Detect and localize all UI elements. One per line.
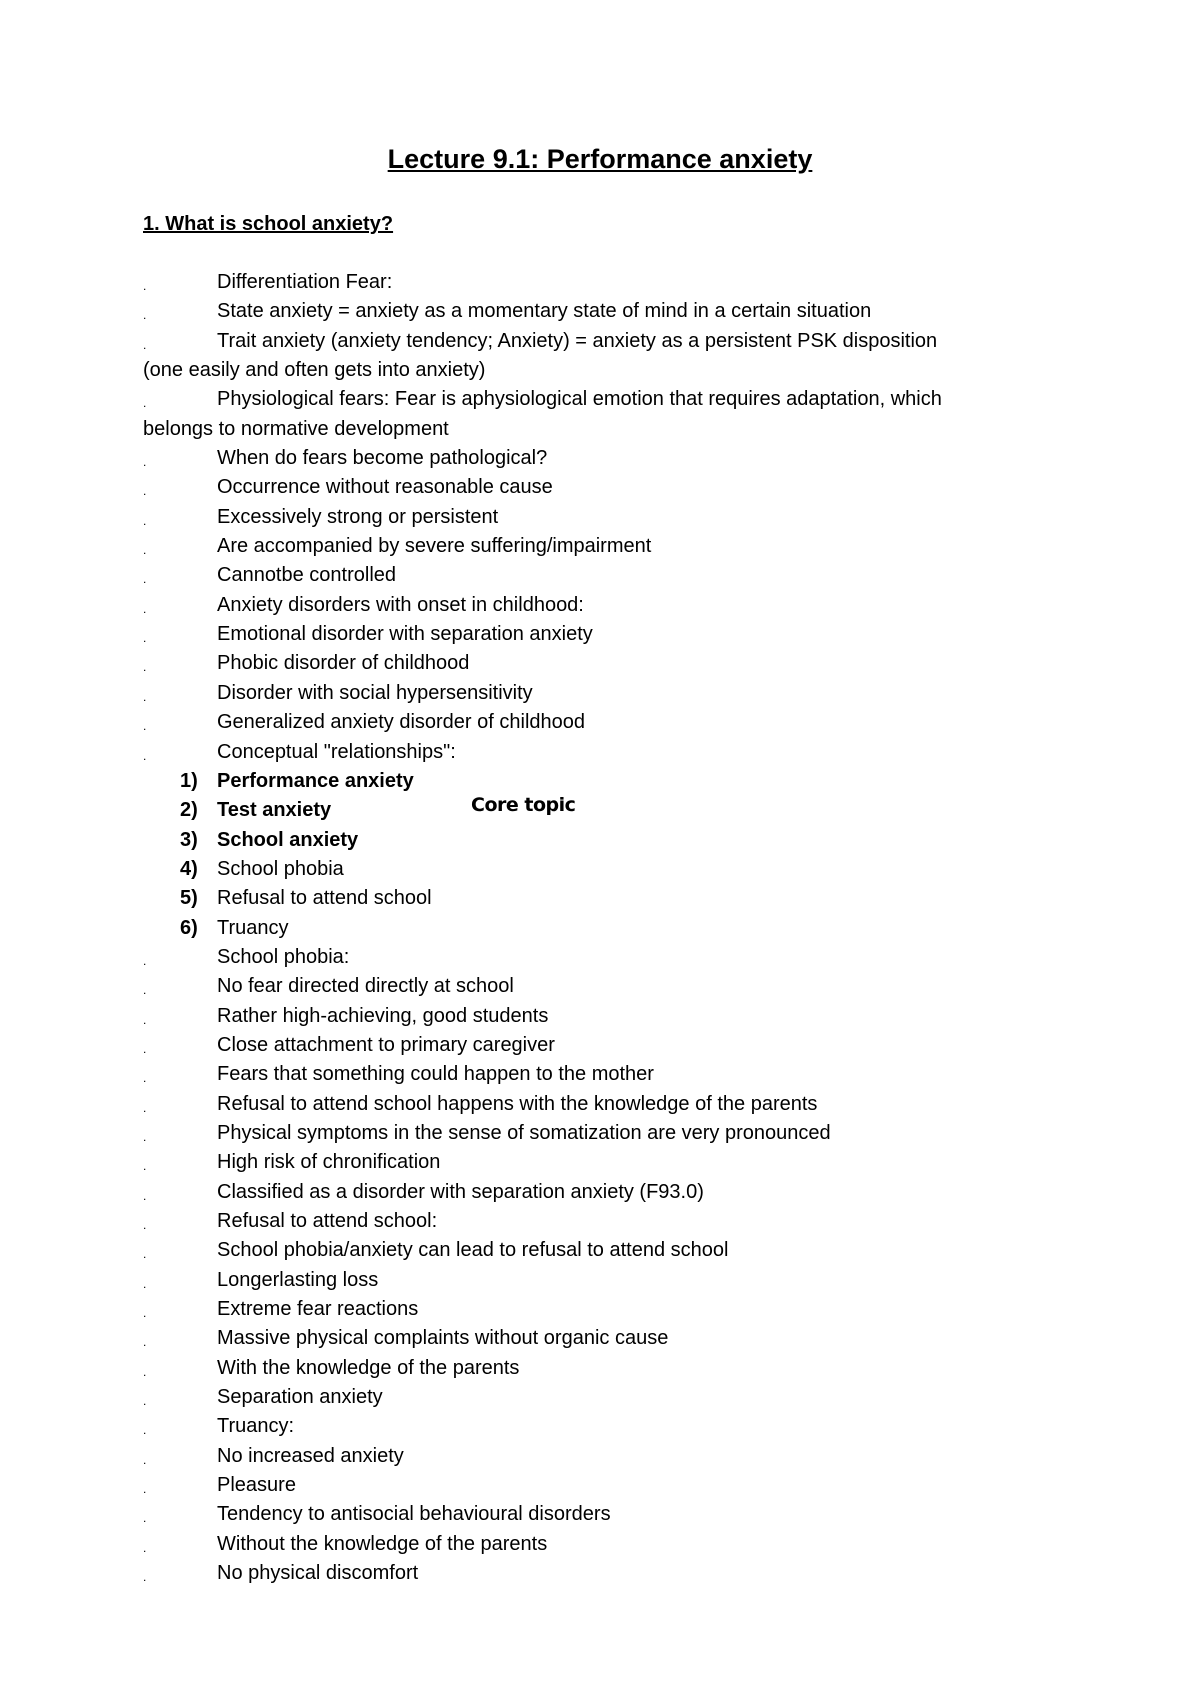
bullet-marker: . [143, 983, 147, 998]
page-title: Lecture 9.1: Performance anxiety [387, 144, 813, 174]
list-item [143, 1383, 1043, 1412]
list-item [143, 679, 1043, 708]
item-text: (one easily and often gets into anxiety) [143, 359, 486, 382]
list-item [143, 532, 1043, 561]
list-item [143, 943, 1043, 972]
item-number: 1) [180, 769, 198, 792]
list-item [143, 972, 1043, 1001]
continuation-line [143, 415, 1043, 444]
list-item [143, 1471, 1043, 1500]
item-text: Anxiety disorders with onset in childhood: [217, 593, 584, 616]
item-text: School phobia [217, 857, 344, 880]
numbered-item [143, 767, 1043, 796]
item-text: belongs to normative development [143, 417, 449, 440]
item-text: Are accompanied by severe suffering/impairment [217, 535, 652, 558]
item-text: Phobic disorder of childhood [217, 652, 470, 675]
list-item [143, 503, 1043, 532]
bullet-marker: . [143, 1306, 147, 1321]
item-text: Emotional disorder with separation anxiety [217, 623, 593, 646]
item-text: With the knowledge of the parents [217, 1356, 520, 1379]
item-number: 4) [180, 857, 198, 880]
bullet-marker: . [143, 1188, 147, 1203]
item-text: Physiological fears: Fear is aphysiological emotion that requires adaptation, which [217, 388, 942, 411]
item-text: Physical symptoms in the sense of somatization are very pronounced [217, 1121, 831, 1144]
bullet-marker: . [143, 1012, 147, 1027]
item-number: 6) [180, 916, 198, 939]
bullet-marker: . [143, 1129, 147, 1144]
list-item [143, 297, 1043, 326]
item-number: 5) [180, 887, 198, 910]
item-text: State anxiety = anxiety as a momentary state of mind in a certain situation [217, 300, 872, 323]
section-heading: 1. What is school anxiety? [143, 213, 394, 235]
item-text: Truancy [217, 916, 289, 939]
item-text: Longerlasting loss [217, 1268, 379, 1291]
item-text: When do fears become pathological? [217, 447, 548, 470]
bullet-marker: . [143, 631, 147, 646]
bullet-marker: . [143, 279, 147, 293]
list-item [143, 473, 1043, 502]
list-item [143, 1266, 1043, 1295]
item-text: Rather high-achieving, good students [217, 1004, 549, 1027]
list-item [143, 708, 1043, 737]
item-text: No fear directed directly at school [217, 975, 514, 998]
item-text: Separation anxiety [217, 1386, 383, 1409]
bullet-marker: . [143, 1364, 147, 1379]
content-list [143, 268, 1043, 1588]
bullet-marker: . [143, 1071, 147, 1086]
bullet-marker: . [143, 1218, 147, 1232]
bullet-marker: . [143, 1570, 147, 1585]
list-item [143, 1207, 1043, 1236]
item-text: Massive physical complaints without organic cause [217, 1327, 669, 1350]
item-text: Performance anxiety [217, 769, 414, 792]
list-item [143, 591, 1043, 620]
bullet-marker: . [143, 1540, 147, 1555]
list-item [143, 1412, 1043, 1441]
bullet-marker: . [143, 308, 147, 323]
item-text: Refusal to attend school [217, 887, 432, 910]
bullet-marker: . [143, 601, 147, 616]
item-text: Truancy: [217, 1415, 295, 1438]
bullet-marker: . [143, 396, 147, 411]
item-text: Disorder with social hypersensitivity [217, 681, 533, 704]
list-item [143, 1148, 1043, 1177]
item-text: School phobia: [217, 945, 350, 968]
item-text: Conceptual "relationships": [217, 740, 456, 763]
list-item [143, 1178, 1043, 1207]
list-item [143, 385, 1043, 414]
numbered-item [143, 914, 1043, 943]
list-item [143, 1559, 1043, 1588]
bullet-marker: . [143, 1511, 147, 1526]
bullet-marker: . [143, 543, 147, 558]
item-text: School anxiety [217, 828, 359, 851]
list-item [143, 1500, 1043, 1529]
bullet-marker: . [143, 513, 147, 528]
bullet-marker: . [143, 1276, 147, 1291]
bullet-marker: . [143, 455, 147, 470]
numbered-item [143, 796, 1043, 825]
item-text: Close attachment to primary caregiver [217, 1033, 555, 1056]
item-text: Trait anxiety (anxiety tendency; Anxiety) = anxiety as a persistent PSK disposition [217, 329, 938, 352]
list-item [143, 1060, 1043, 1089]
bullet-marker: . [143, 1100, 147, 1115]
item-text: Occurrence without reasonable cause [217, 476, 553, 499]
bullet-marker: . [143, 953, 147, 968]
item-text: School phobia/anxiety can lead to refusal to attend school [217, 1239, 729, 1262]
item-text: Cannotbe controlled [217, 564, 397, 587]
item-text: Test anxiety [217, 799, 332, 822]
list-item [143, 1442, 1043, 1471]
list-item [143, 1530, 1043, 1559]
list-item [143, 1002, 1043, 1031]
item-text: Generalized anxiety disorder of childhood [217, 711, 585, 734]
item-text: Without the knowledge of the parents [217, 1532, 548, 1555]
core-topic-note: Core topic [471, 794, 576, 816]
bullet-marker: . [143, 1247, 147, 1262]
bullet-marker: . [143, 719, 147, 734]
item-number: 3) [180, 828, 198, 851]
list-item [143, 1354, 1043, 1383]
list-item [143, 1090, 1043, 1119]
numbered-item [143, 855, 1043, 884]
bullet-marker: . [143, 1482, 147, 1497]
list-item [143, 327, 1043, 356]
item-text: Refusal to attend school happens with the knowledge of the parents [217, 1092, 818, 1115]
list-item [143, 1324, 1043, 1353]
bullet-marker: . [143, 1394, 147, 1409]
item-text: Fears that something could happen to the mother [217, 1063, 654, 1086]
item-text: No increased anxiety [217, 1444, 404, 1467]
item-text: Extreme fear reactions [217, 1298, 419, 1321]
bullet-marker: . [143, 1452, 147, 1467]
list-item [143, 1031, 1043, 1060]
item-text: No physical discomfort [217, 1562, 419, 1585]
bullet-marker: . [143, 337, 147, 352]
item-text: Classified as a disorder with separation anxiety (F93.0) [217, 1180, 704, 1203]
bullet-marker: . [143, 484, 147, 499]
bullet-marker: . [143, 1159, 147, 1174]
list-item [143, 444, 1043, 473]
item-text: Differentiation Fear: [217, 271, 393, 293]
list-item [143, 738, 1043, 767]
item-text: High risk of chronification [217, 1151, 441, 1174]
item-number: 2) [180, 799, 198, 822]
bullet-marker: . [143, 748, 147, 763]
bullet-marker: . [143, 689, 147, 704]
numbered-item [143, 884, 1043, 913]
list-item [143, 620, 1043, 649]
numbered-item [143, 826, 1043, 855]
list-item [143, 1119, 1043, 1148]
list-item [143, 1295, 1043, 1324]
list-item [143, 561, 1043, 590]
bullet-marker: . [143, 1335, 147, 1350]
bullet-marker: . [143, 1041, 147, 1056]
list-item [143, 649, 1043, 678]
list-item [143, 1236, 1043, 1265]
continuation-line [143, 356, 1043, 385]
bullet-marker: . [143, 1423, 147, 1438]
list-item [143, 268, 1043, 297]
bullet-marker: . [143, 572, 147, 587]
item-text: Refusal to attend school: [217, 1210, 438, 1232]
bullet-marker: . [143, 660, 147, 675]
item-text: Tendency to antisocial behavioural disorders [217, 1503, 611, 1526]
item-text: Excessively strong or persistent [217, 505, 499, 528]
item-text: Pleasure [217, 1474, 296, 1497]
